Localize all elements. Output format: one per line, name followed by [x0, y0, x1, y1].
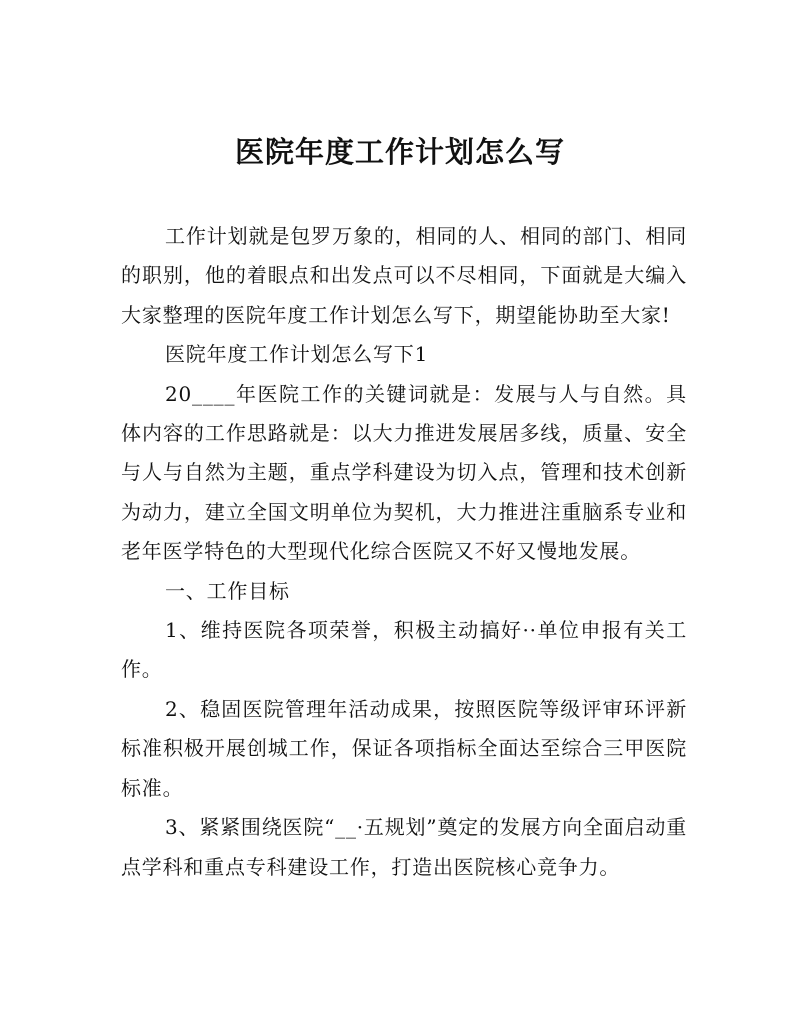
section-heading-plan-1: 医院年度工作计划怎么写下1 [165, 342, 429, 367]
section-heading-goals: 一、工作目标 [165, 578, 290, 603]
goal-item-3: 3、紧紧围绕医院“__·五规划”奠定的发展方向全面启动重点学科和重点专科建设工作，打造出医院核心竞争力。 [121, 815, 687, 879]
intro-paragraph: 工作计划就是包罗万象的，相同的人、相同的部门、相同的职别，他的着眼点和出发点可以不尽相同，下面就是大编入大家整理的医院年度工作计划怎么写下，期望能协助至大家! [121, 224, 687, 327]
goal-item-2: 2、稳固医院管理年活动成果，按照医院等级评审环评新标准积极开展创城工作，保证各项指标全面达至综合三甲医院标准。 [121, 696, 687, 800]
keywords-paragraph: 20____年医院工作的关键词就是：发展与人与自然。具体内容的工作思路就是：以大力推进发展居多线，质量、安全与人与自然为主题，重点学科建设为切入点，管理和技术创新为动力，建立全国文明单位为契机，大力推进注重脑系专业和老年医学特色的大型现代化综合医院又不好又慢地发展。 [121, 381, 687, 564]
document-title: 医院年度工作计划怎么写 [234, 135, 565, 169]
document-body [121, 217, 687, 887]
goal-item-1: 1、维持医院各项荣誉，积极主动搞好··单位申报有关工作。 [121, 618, 687, 682]
